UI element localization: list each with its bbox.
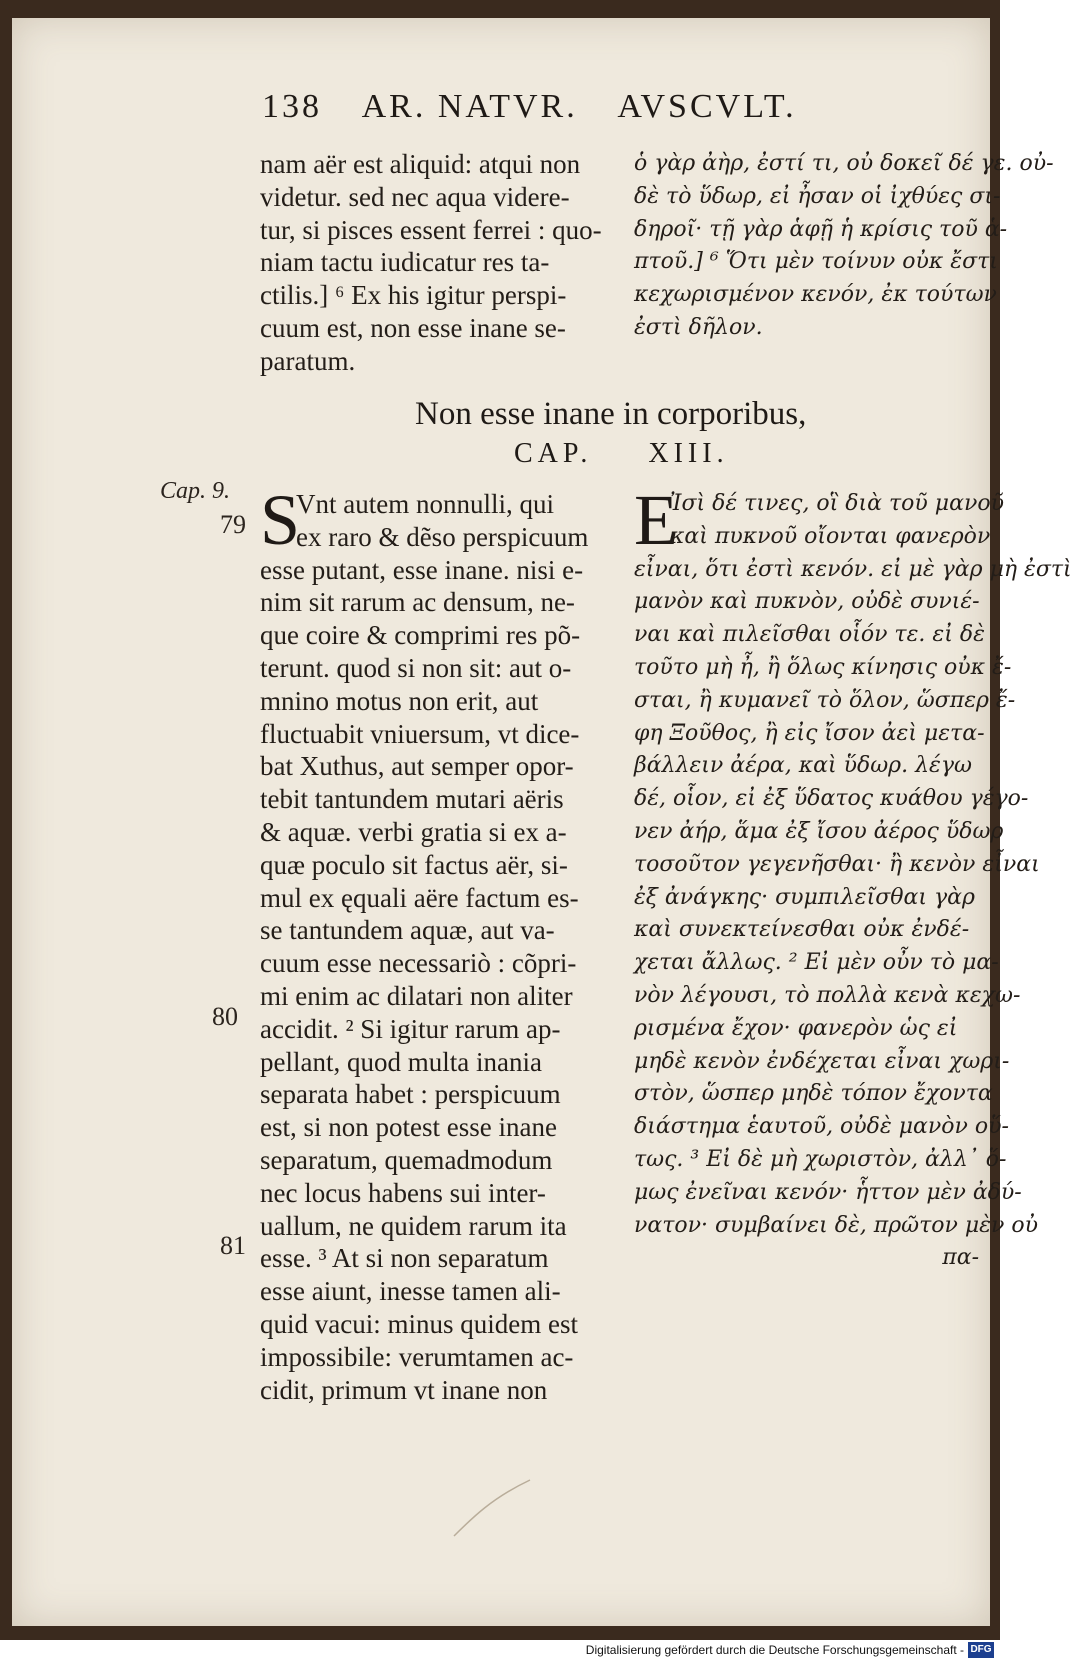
greek-line: δηροῖ· τῇ γὰρ ἁφῇ ἡ κρίσις τοῦ ἁ-	[634, 216, 1008, 242]
greek-line: ρισμένα ἔχον· φανερὸν ὡς εἰ	[634, 1015, 958, 1041]
greek-line: σται, ἢ κυμανεῖ τὸ ὅλον, ὥσπερ ἔ-	[634, 687, 1016, 713]
pencil-mark	[452, 1478, 532, 1538]
latin-line: niam tactu iudicatur res ta-	[260, 247, 550, 278]
running-subtitle: AVSCVLT.	[617, 88, 797, 125]
latin-line: nim sit rarum ac densum, ne-	[260, 587, 575, 618]
greek-line: φη Ξοῦθος, ἢ εἰς ἴσον ἀεὶ μετα-	[634, 720, 985, 746]
greek-line: ἐστὶ δῆλον.	[634, 314, 763, 340]
chapter-label	[514, 438, 974, 470]
running-title: AR. NATVR.	[361, 88, 578, 125]
latin-line: bat Xuthus, aut semper opor-	[260, 751, 574, 782]
latin-line: pellant, quod multa inania	[260, 1046, 542, 1077]
latin-line: cuum esse necessariò : cõpri-	[260, 948, 577, 979]
latin-line: & aquæ. verbi gratia si ex a-	[260, 816, 567, 847]
greek-line: στὸν, ὥσπερ μηδὲ τόπον ἔχοντα	[634, 1081, 993, 1107]
latin-line: terunt. quod si non sit: aut o-	[260, 652, 572, 683]
latin-line: esse putant, esse inane. nisi e-	[260, 554, 584, 585]
latin-line: tur, si pisces essent ferrei : quo-	[260, 214, 602, 245]
greek-line: τοσοῦτον γεγενῆσθαι· ἢ κενὸν εἶναι	[634, 851, 1040, 877]
latin-line: quid vacui: minus quidem est	[260, 1308, 578, 1339]
page-number: 138	[262, 88, 322, 125]
latin-line: videtur. sed nec aqua videre-	[260, 181, 570, 212]
greek-line: μανὸν καὶ πυκνὸν, οὐδὲ συνιέ-	[634, 589, 980, 615]
latin-line: nec locus habens sui inter-	[260, 1177, 546, 1208]
running-head	[262, 88, 862, 126]
greek-line: τοῦτο μὴ ἦ, ἢ ὅλως κίνησις οὐκ ἔ-	[634, 654, 1012, 680]
latin-line: mnino motus non erit, aut	[260, 685, 539, 716]
latin-line: Vnt autem nonnulli, qui	[296, 489, 554, 519]
greek-top-block	[634, 148, 1054, 345]
greek-line: μηδὲ κενὸν ἐνδέχεται εἶναι χωρι-	[634, 1048, 1010, 1074]
latin-top-block	[260, 148, 610, 378]
latin-line: impossibile: verumtamen ac-	[260, 1341, 574, 1372]
latin-line: nam aër est aliquid: atqui non	[260, 149, 581, 179]
greek-line: βάλλειν ἀέρα, καὶ ὕδωρ. λέγω	[634, 753, 972, 779]
greek-line: νὸν λέγουσι, τὸ πολλὰ κενὰ κεχω-	[634, 982, 1021, 1008]
latin-line: tebit tantundem mutari aëris	[260, 784, 564, 815]
latin-line: est, si non potest esse inane	[260, 1112, 557, 1143]
latin-dropcap: S	[260, 480, 301, 560]
latin-line: uallum, ne quidem rarum ita	[260, 1210, 567, 1241]
latin-line: ctilis.] ⁶ Ex his igitur perspi-	[260, 280, 567, 311]
latin-line: ex raro & dẽso perspicuum	[296, 521, 589, 552]
latin-line: se tantundem aquæ, aut va-	[260, 915, 555, 946]
greek-line: νεν ἀήρ, ἅμα ἐξ ἴσου ἀέρος ὕδωρ	[634, 818, 1004, 844]
margin-number-80: 80	[212, 1002, 238, 1031]
greek-line: πα-	[942, 1245, 979, 1271]
margin-number-81: 81	[220, 1231, 246, 1260]
latin-line: separatum, quemadmodum	[260, 1144, 553, 1175]
latin-line: accidit. ² Si igitur rarum ap-	[260, 1013, 561, 1044]
greek-line: πτοῦ.] ⁶ Ὅτι μὲν τοίνυν οὐκ ἔστι	[634, 249, 998, 275]
latin-line: que coire & comprimi res põ-	[260, 620, 581, 651]
greek-line: νατον· συμβαίνει δὲ, πρῶτον μὲν οὐ	[634, 1212, 1038, 1238]
latin-line: esse aiunt, inesse tamen ali-	[260, 1276, 561, 1307]
chapter-title: Non esse inane in corporibus,	[415, 396, 807, 432]
greek-line: τως. ³ Εἰ δὲ μὴ χωριστὸν, ἀλλ᾽ ὅ-	[634, 1146, 1007, 1172]
latin-line: cidit, primum vt inane non	[260, 1374, 548, 1405]
greek-line: Ἰσὶ δέ τινες, οἳ διὰ τοῦ μανοῦ	[670, 491, 1004, 516]
latin-main-block	[260, 480, 610, 1406]
chapter-cap: CAP.	[514, 438, 593, 469]
greek-line: μως ἐνεῖναι κενόν· ἧττον μὲν ἀδύ-	[634, 1179, 1022, 1205]
latin-line: separata habet : perspicuum	[260, 1079, 561, 1110]
greek-main-block	[634, 480, 1072, 1275]
footer-bar	[0, 1640, 1000, 1663]
greek-line: ὁ γὰρ ἀὴρ, ἐστί τι, οὐ δοκεῖ δέ γε. οὐ-	[634, 151, 1054, 176]
greek-line: ἐξ ἀνάγκης· συμπιλεῖσθαι γὰρ	[634, 884, 975, 910]
latin-line: fluctuabit vniuersum, vt dice-	[260, 718, 580, 749]
greek-line: κεχωρισμένον κενόν, ἐκ τούτων	[634, 282, 997, 308]
latin-line: quæ poculo sit factus aër, si-	[260, 849, 568, 880]
greek-line: διάστημα ἑαυτοῦ, οὐδὲ μανὸν οὕ-	[634, 1114, 1009, 1140]
greek-line: ναι καὶ πιλεῖσθαι οἷόν τε. εἰ δὲ	[634, 622, 985, 648]
latin-line: esse. ³ At si non separatum	[260, 1243, 549, 1274]
greek-line: δέ, οἷον, εἰ ἐξ ὕδατος κυάθου γέγο-	[634, 786, 1029, 812]
dfg-logo-icon: DFG	[968, 1642, 994, 1658]
footer-credit: Digitalisierung gefördert durch die Deutsche Forschungsgemeinschaft -	[585, 1643, 964, 1657]
greek-line: εἶναι, ὅτι ἐστὶ κενόν. εἰ μὲ γὰρ μὴ ἐστὶ	[634, 556, 1072, 582]
greek-line: δὲ τὸ ὕδωρ, εἰ ἦσαν οἱ ἰχθύες σι-	[634, 183, 1001, 209]
latin-line: mi enim ac dilatari non aliter	[260, 980, 573, 1011]
greek-line: καὶ πυκνοῦ οἴονται φανερὸν	[670, 523, 991, 549]
chapter-number: XIII.	[648, 438, 729, 469]
greek-dropcap: Ε	[634, 480, 678, 560]
greek-line: καὶ συνεκτείνεσθαι οὐκ ἐνδέ-	[634, 917, 970, 943]
latin-line: paratum.	[260, 345, 356, 376]
margin-cap-reference: Cap. 9.	[160, 478, 231, 504]
margin-number-79: 79	[220, 510, 246, 539]
latin-line: cuum est, non esse inane se-	[260, 312, 566, 343]
latin-line: mul ex ęquali aëre factum es-	[260, 882, 579, 913]
greek-line: χεται ἄλλως. ² Εἰ μὲν οὖν τὸ μα-	[634, 950, 999, 976]
book-page	[12, 18, 1072, 1626]
